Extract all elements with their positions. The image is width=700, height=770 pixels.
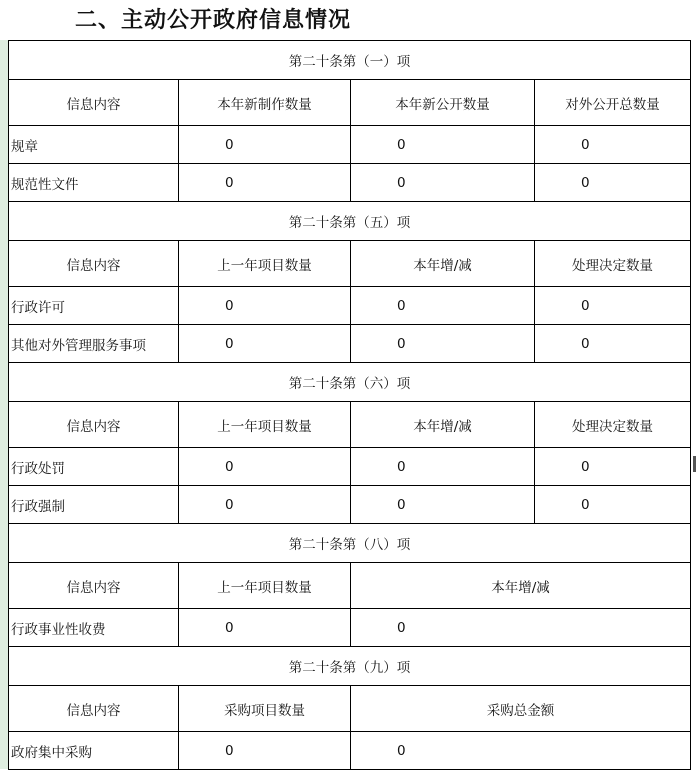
section-heading: 第二十条第（九）项 [9,647,691,686]
column-header: 上一年项目数量 [179,402,351,448]
cell-value: 0 [351,164,535,202]
row-label: 行政强制 [9,486,179,524]
cell-value: 0 [535,486,691,524]
table-row [9,486,691,524]
column-header: 采购总金额 [351,686,691,732]
column-header: 信息内容 [9,402,179,448]
column-header: 处理决定数量 [535,402,691,448]
table-row [9,287,691,325]
column-header: 信息内容 [9,80,179,126]
cell-value: 0 [351,448,535,486]
column-header: 本年新公开数量 [351,80,535,126]
cell-value: 0 [535,164,691,202]
sheet-left-strip [0,40,8,769]
column-header: 处理决定数量 [535,241,691,287]
cell-value: 0 [535,126,691,164]
column-header: 对外公开总数量 [535,80,691,126]
row-label: 行政许可 [9,287,179,325]
column-header: 本年新制作数量 [179,80,351,126]
column-header-row [9,686,691,732]
row-label: 规章 [9,126,179,164]
table-row [9,732,691,770]
cell-value: 0 [351,732,691,770]
cell-value: 0 [179,609,351,647]
column-header: 上一年项目数量 [179,563,351,609]
section-heading: 第二十条第（八）项 [9,524,691,563]
sheet-edge-mark [693,456,696,472]
column-header: 采购项目数量 [179,686,351,732]
cell-value: 0 [179,126,351,164]
cell-value: 0 [351,287,535,325]
section-heading-row [9,363,691,402]
column-header: 信息内容 [9,241,179,287]
cell-value: 0 [351,486,535,524]
cell-value: 0 [179,448,351,486]
column-header-row [9,241,691,287]
page-title: 二、主动公开政府信息情况 [75,8,352,33]
section-heading-row [9,202,691,241]
cell-value: 0 [351,126,535,164]
row-label: 行政处罚 [9,448,179,486]
column-header-row [9,563,691,609]
cell-value: 0 [179,732,351,770]
column-header: 本年增/减 [351,563,691,609]
row-label: 行政事业性收费 [9,609,179,647]
cell-value: 0 [535,287,691,325]
column-header: 上一年项目数量 [179,241,351,287]
row-label: 规范性文件 [9,164,179,202]
cell-value: 0 [179,164,351,202]
section-heading: 第二十条第（五）项 [9,202,691,241]
cell-value: 0 [179,486,351,524]
table-row [9,126,691,164]
column-header-row [9,402,691,448]
cell-value: 0 [179,287,351,325]
section-heading-row [9,524,691,563]
column-header: 本年增/减 [351,402,535,448]
disclosure-table [8,40,691,770]
table-row [9,164,691,202]
column-header-row [9,80,691,126]
row-label: 政府集中采购 [9,732,179,770]
section-heading: 第二十条第（六）项 [9,363,691,402]
cell-value: 0 [535,325,691,363]
row-label: 其他对外管理服务事项 [9,325,179,363]
column-header: 本年增/减 [351,241,535,287]
table-row [9,325,691,363]
table-row [9,448,691,486]
cell-value: 0 [351,325,535,363]
section-heading: 第二十条第（一）项 [9,41,691,80]
table-row [9,609,691,647]
cell-value: 0 [351,609,691,647]
cell-value: 0 [179,325,351,363]
column-header: 信息内容 [9,686,179,732]
section-heading-row [9,41,691,80]
cell-value: 0 [535,448,691,486]
column-header: 信息内容 [9,563,179,609]
section-heading-row [9,647,691,686]
